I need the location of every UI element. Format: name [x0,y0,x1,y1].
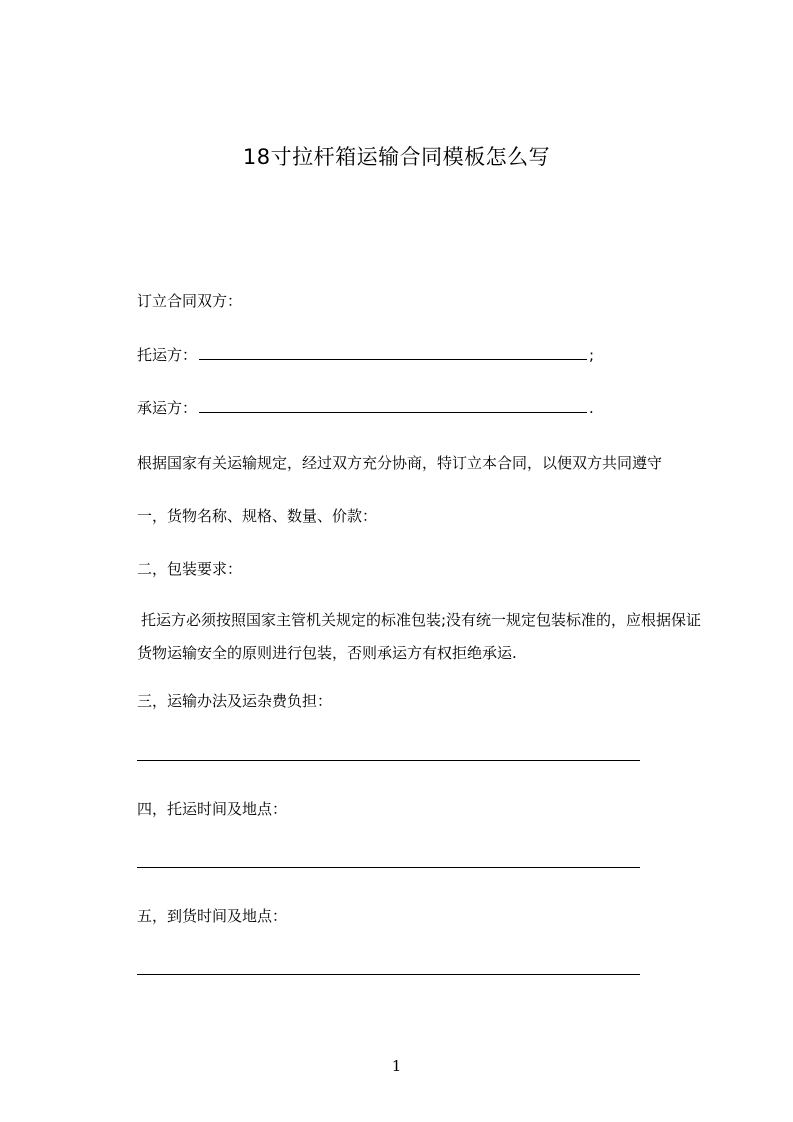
carrier-line [137,397,594,419]
section-4-heading: 四，托运时间及地点： [137,800,288,818]
carrier-label: 承运方： [137,399,198,417]
carrier-blank [199,398,587,413]
document-title: 18寸拉杆箱运输合同模板怎么写 [242,145,551,169]
intro-paragraph: 根据国家有关运输规定，经过双方充分协商，特订立本合同，以便双方共同遵守 [137,454,663,472]
section-3-blank-line [137,760,640,761]
section-5-heading: 五，到货时间及地点： [137,907,288,925]
section-1-heading: 一，货物名称、规格、数量、价款： [137,507,378,525]
shipper-line [137,344,594,366]
carrier-end: . [589,399,594,417]
page-number: 1 [391,1057,402,1075]
section-4-blank-line [137,867,640,868]
shipper-label: 托运方： [137,346,198,364]
parties-heading: 订立合同双方： [137,292,243,310]
shipper-end: ; [589,346,595,364]
section-2-heading: 二，包装要求： [137,560,243,578]
section-3-heading: 三，运输办法及运杂费负担： [137,692,333,710]
section-5-blank-line [137,974,640,975]
shipper-blank [199,345,587,360]
section-2-body: 托运方必须按照国家主管机关规定的标准包装;没有统一规定包装标准的，应根据保证货物运输安全的原则进行包装，否则承运方有权拒绝承运. [137,611,702,662]
